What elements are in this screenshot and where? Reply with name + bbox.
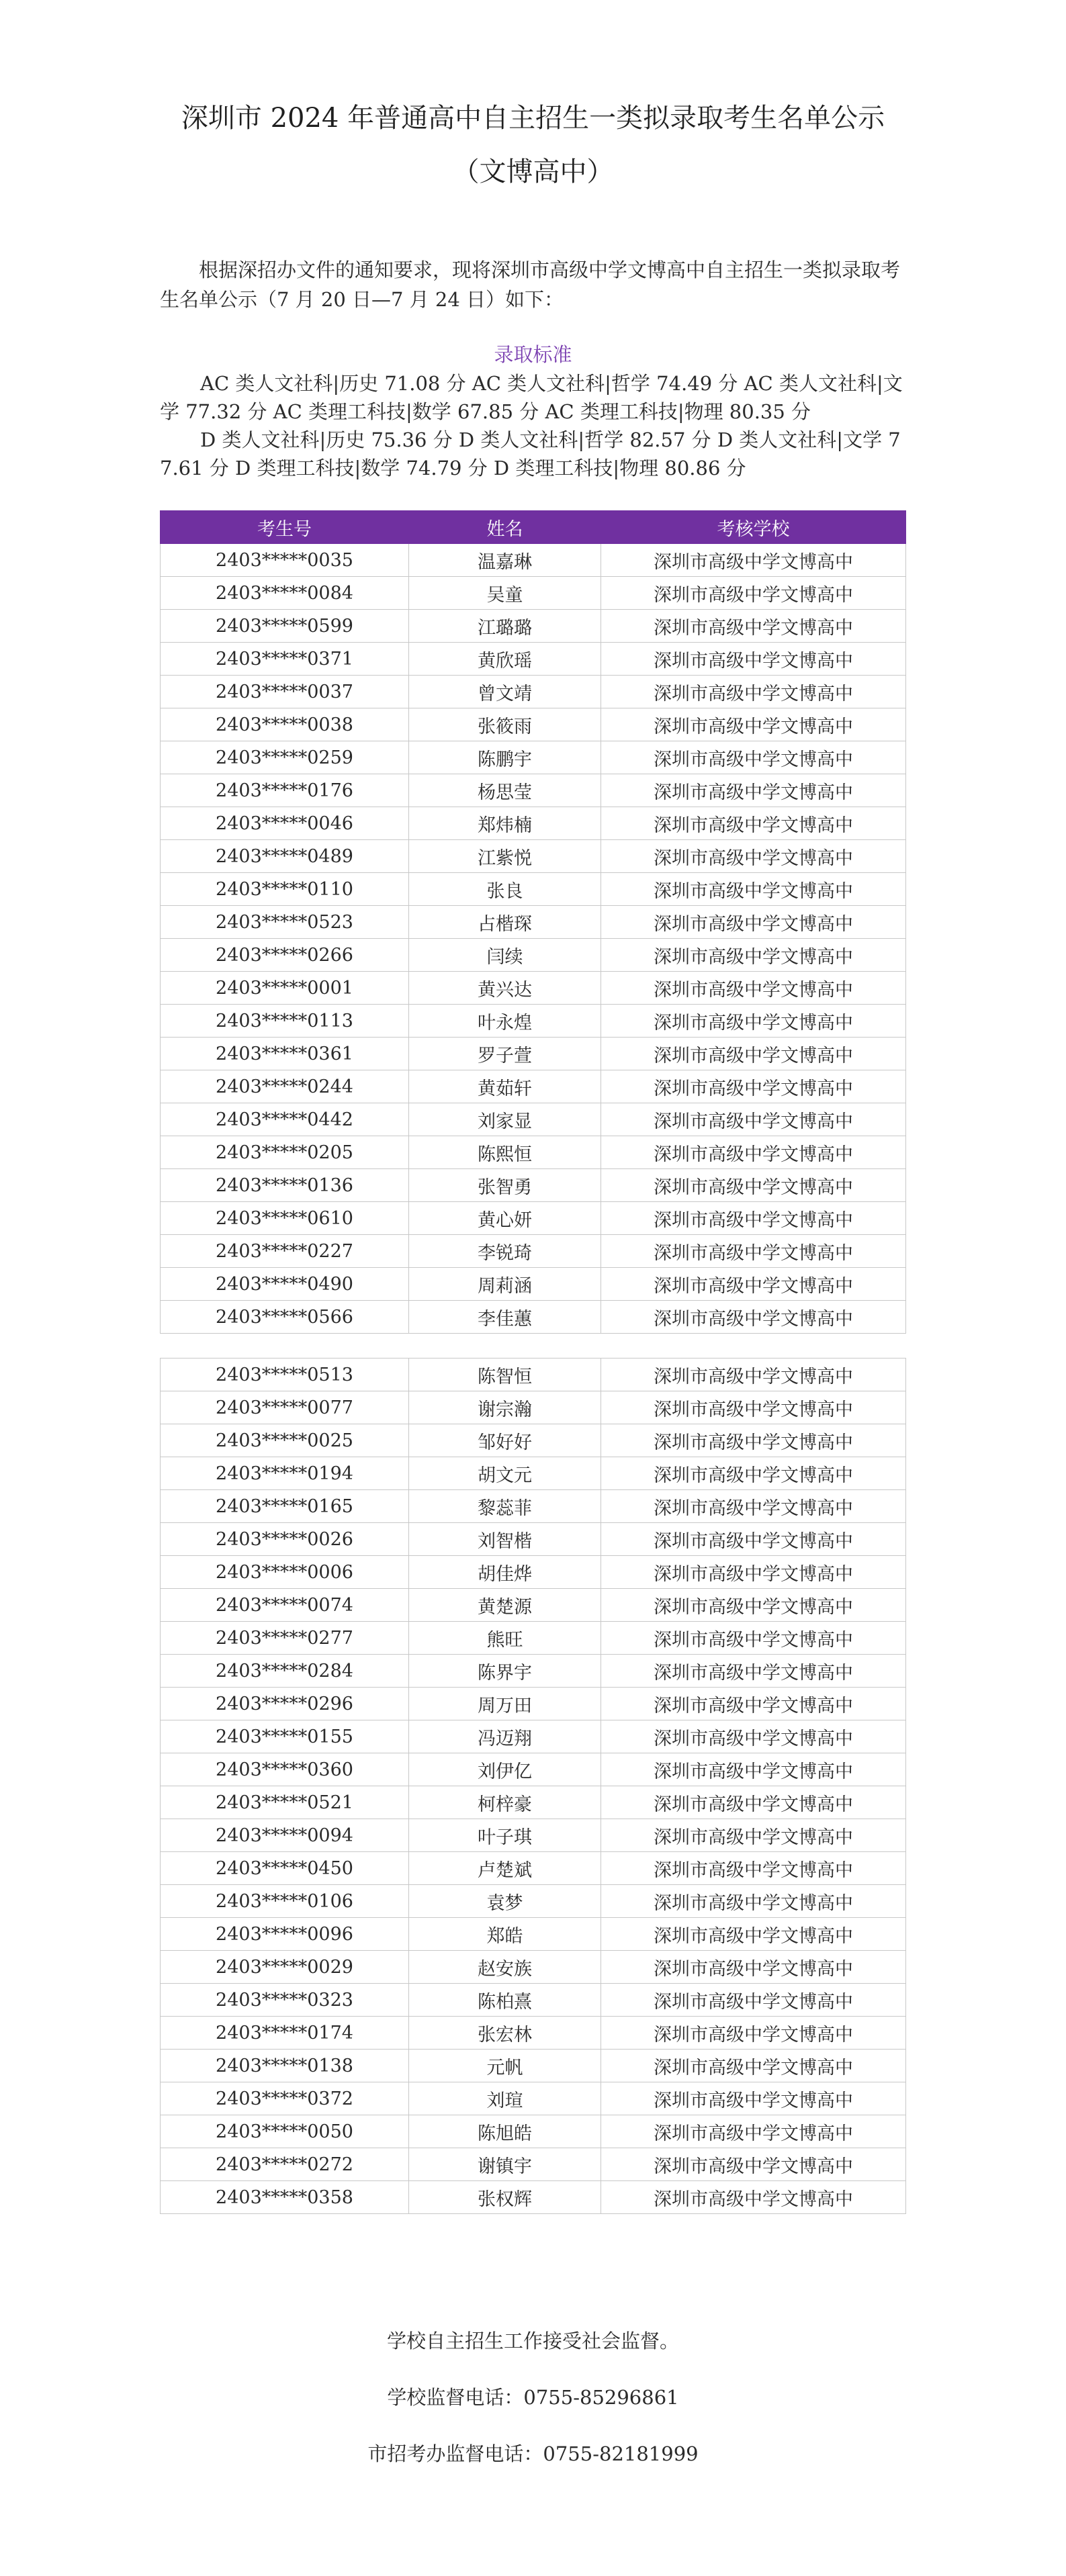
page-subtitle: （文博高中）	[452, 156, 614, 187]
student-name-cell: 张权辉	[409, 2181, 601, 2214]
admission-standards-heading: 录取标准	[494, 343, 572, 366]
student-name-cell: 张良	[409, 873, 601, 906]
school-cell: 深圳市高级中学文博高中	[601, 1951, 906, 1984]
table-row	[161, 544, 906, 577]
table-row	[161, 1819, 906, 1852]
student-name-cell: 谢宗瀚	[409, 1391, 601, 1424]
student-id-cell: 2403*****0450	[161, 1852, 409, 1885]
school-phone: 学校监督电话：0755-85296861	[387, 2386, 679, 2409]
school-cell: 深圳市高级中学文博高中	[601, 2017, 906, 2050]
student-name-cell: 叶子琪	[409, 1819, 601, 1852]
school-cell: 深圳市高级中学文博高中	[601, 1169, 906, 1202]
table-row	[161, 1359, 906, 1391]
school-cell: 深圳市高级中学文博高中	[601, 873, 906, 906]
table-row	[161, 1622, 906, 1655]
student-id-cell: 2403*****0176	[161, 774, 409, 807]
school-cell: 深圳市高级中学文博高中	[601, 2082, 906, 2115]
student-id-cell: 2403*****0006	[161, 1556, 409, 1589]
student-name-cell: 刘伊亿	[409, 1753, 601, 1786]
student-name-cell: 郑炜楠	[409, 807, 601, 840]
student-name-cell: 陈旭皓	[409, 2115, 601, 2148]
table-row	[161, 1556, 906, 1589]
student-id-cell: 2403*****0371	[161, 643, 409, 676]
student-id-cell: 2403*****0523	[161, 906, 409, 939]
student-name-cell: 吴童	[409, 577, 601, 610]
table-body-part1	[161, 544, 906, 1334]
school-cell: 深圳市高级中学文博高中	[601, 1984, 906, 2017]
header-name: 姓名	[409, 511, 601, 544]
table-header-row	[161, 511, 906, 544]
table-row	[161, 1885, 906, 1918]
student-name-cell: 赵安族	[409, 1951, 601, 1984]
table-row	[161, 1753, 906, 1786]
student-name-cell: 陈熙恒	[409, 1136, 601, 1169]
school-cell: 深圳市高级中学文博高中	[601, 1103, 906, 1136]
school-cell: 深圳市高级中学文博高中	[601, 1852, 906, 1885]
school-cell: 深圳市高级中学文博高中	[601, 1885, 906, 1918]
table-row	[161, 2017, 906, 2050]
student-name-cell: 黄楚源	[409, 1589, 601, 1622]
student-name-cell: 陈智恒	[409, 1359, 601, 1391]
student-id-cell: 2403*****0566	[161, 1301, 409, 1334]
intro-paragraph: 根据深招办文件的通知要求，现将深圳市高级中学文博高中自主招生一类拟录取考生名单公示（7 月 20 日—7 月 24 日）如下：	[160, 259, 901, 311]
student-name-cell: 郑皓	[409, 1918, 601, 1951]
school-cell: 深圳市高级中学文博高中	[601, 1918, 906, 1951]
school-cell: 深圳市高级中学文博高中	[601, 2181, 906, 2214]
table-row	[161, 2050, 906, 2082]
student-name-cell: 罗子萱	[409, 1038, 601, 1070]
table-row	[161, 1984, 906, 2017]
table-row	[161, 1005, 906, 1038]
student-id-cell: 2403*****0050	[161, 2115, 409, 2148]
student-id-cell: 2403*****0244	[161, 1070, 409, 1103]
student-name-cell: 刘智楷	[409, 1523, 601, 1556]
student-name-cell: 黄兴达	[409, 972, 601, 1005]
table-row	[161, 1688, 906, 1720]
student-id-cell: 2403*****0599	[161, 610, 409, 643]
student-id-cell: 2403*****0136	[161, 1169, 409, 1202]
student-id-cell: 2403*****0361	[161, 1038, 409, 1070]
table-row	[161, 1038, 906, 1070]
student-id-cell: 2403*****0513	[161, 1359, 409, 1391]
school-cell: 深圳市高级中学文博高中	[601, 676, 906, 708]
table-row	[161, 1235, 906, 1268]
student-name-cell: 熊旺	[409, 1622, 601, 1655]
student-name-cell: 江璐璐	[409, 610, 601, 643]
student-name-cell: 冯迈翔	[409, 1720, 601, 1753]
table-row	[161, 1391, 906, 1424]
table-row	[161, 1301, 906, 1334]
student-name-cell: 张筱雨	[409, 708, 601, 741]
student-id-cell: 2403*****0372	[161, 2082, 409, 2115]
table-row	[161, 807, 906, 840]
student-id-cell: 2403*****0094	[161, 1819, 409, 1852]
student-id-cell: 2403*****0358	[161, 2181, 409, 2214]
school-cell: 深圳市高级中学文博高中	[601, 2050, 906, 2082]
student-id-cell: 2403*****0174	[161, 2017, 409, 2050]
school-cell: 深圳市高级中学文博高中	[601, 643, 906, 676]
student-id-cell: 2403*****0138	[161, 2050, 409, 2082]
student-id-cell: 2403*****0046	[161, 807, 409, 840]
student-name-cell: 占楷琛	[409, 906, 601, 939]
school-cell: 深圳市高级中学文博高中	[601, 1301, 906, 1334]
table-row	[161, 1202, 906, 1235]
student-name-cell: 谢镇宇	[409, 2148, 601, 2181]
student-id-cell: 2403*****0272	[161, 2148, 409, 2181]
school-cell: 深圳市高级中学文博高中	[601, 1424, 906, 1457]
school-cell: 深圳市高级中学文博高中	[601, 840, 906, 873]
table-row	[161, 1169, 906, 1202]
table-row	[161, 873, 906, 906]
table-row	[161, 1136, 906, 1169]
standards-ac-paragraph: AC 类人文社科|历史 71.08 分 AC 类人文社科|哲学 74.49 分 AC 类人文社科|文学 77.32 分 AC 类理工科技|数学 67.85 分 AC 类理工科技|物理 80.35 分	[160, 372, 903, 423]
student-name-cell: 刘瑄	[409, 2082, 601, 2115]
student-name-cell: 温嘉琳	[409, 544, 601, 577]
school-cell: 深圳市高级中学文博高中	[601, 1202, 906, 1235]
school-cell: 深圳市高级中学文博高中	[601, 1070, 906, 1103]
student-id-cell: 2403*****0029	[161, 1951, 409, 1984]
school-cell: 深圳市高级中学文博高中	[601, 577, 906, 610]
student-name-cell: 李佳蕙	[409, 1301, 601, 1334]
school-cell: 深圳市高级中学文博高中	[601, 1655, 906, 1688]
school-cell: 深圳市高级中学文博高中	[601, 972, 906, 1005]
student-name-cell: 李锐琦	[409, 1235, 601, 1268]
table-body-part2	[161, 1359, 906, 2214]
student-id-cell: 2403*****0442	[161, 1103, 409, 1136]
table-row	[161, 1786, 906, 1819]
school-cell: 深圳市高级中学文博高中	[601, 1038, 906, 1070]
admission-table-part2	[160, 1358, 906, 2214]
table-row	[161, 1490, 906, 1523]
student-name-cell: 柯梓豪	[409, 1786, 601, 1819]
student-id-cell: 2403*****0113	[161, 1005, 409, 1038]
student-id-cell: 2403*****0026	[161, 1523, 409, 1556]
student-name-cell: 刘家显	[409, 1103, 601, 1136]
table-row	[161, 643, 906, 676]
student-name-cell: 黄茹轩	[409, 1070, 601, 1103]
table-row	[161, 1852, 906, 1885]
student-name-cell: 卢楚斌	[409, 1852, 601, 1885]
student-name-cell: 周莉涵	[409, 1268, 601, 1301]
table-row	[161, 2115, 906, 2148]
header-student-id: 考生号	[161, 511, 409, 544]
student-name-cell: 邹好好	[409, 1424, 601, 1457]
table-row	[161, 1268, 906, 1301]
table-row	[161, 676, 906, 708]
school-cell: 深圳市高级中学文博高中	[601, 1720, 906, 1753]
student-id-cell: 2403*****0077	[161, 1391, 409, 1424]
table-row	[161, 1918, 906, 1951]
table-row	[161, 1457, 906, 1490]
school-cell: 深圳市高级中学文博高中	[601, 1753, 906, 1786]
student-id-cell: 2403*****0074	[161, 1589, 409, 1622]
school-cell: 深圳市高级中学文博高中	[601, 1268, 906, 1301]
school-cell: 深圳市高级中学文博高中	[601, 544, 906, 577]
student-name-cell: 胡文元	[409, 1457, 601, 1490]
student-name-cell: 周万田	[409, 1688, 601, 1720]
table-row	[161, 708, 906, 741]
school-cell: 深圳市高级中学文博高中	[601, 1556, 906, 1589]
school-cell: 深圳市高级中学文博高中	[601, 1523, 906, 1556]
standards-d-paragraph: D 类人文社科|历史 75.36 分 D 类人文社科|哲学 82.57 分 D 类人文社科|文学 77.61 分 D 类理工科技|数学 74.79 分 D 类理工科技|物理 80.86 分	[160, 428, 901, 479]
table-row	[161, 1070, 906, 1103]
student-id-cell: 2403*****0490	[161, 1268, 409, 1301]
school-cell: 深圳市高级中学文博高中	[601, 1005, 906, 1038]
page-title: 深圳市 2024 年普通高中自主招生一类拟录取考生名单公示	[181, 103, 885, 134]
table-row	[161, 610, 906, 643]
student-name-cell: 黄欣瑶	[409, 643, 601, 676]
student-id-cell: 2403*****0266	[161, 939, 409, 972]
table-row	[161, 1951, 906, 1984]
school-cell: 深圳市高级中学文博高中	[601, 1359, 906, 1391]
student-name-cell: 胡佳烨	[409, 1556, 601, 1589]
student-id-cell: 2403*****0084	[161, 577, 409, 610]
school-cell: 深圳市高级中学文博高中	[601, 1136, 906, 1169]
student-id-cell: 2403*****0194	[161, 1457, 409, 1490]
table-row	[161, 1523, 906, 1556]
student-name-cell: 曾文靖	[409, 676, 601, 708]
table-row	[161, 1103, 906, 1136]
student-name-cell: 陈鹏宇	[409, 741, 601, 774]
school-cell: 深圳市高级中学文博高中	[601, 1819, 906, 1852]
table-row	[161, 1424, 906, 1457]
student-name-cell: 张智勇	[409, 1169, 601, 1202]
table-row	[161, 774, 906, 807]
school-cell: 深圳市高级中学文博高中	[601, 1688, 906, 1720]
student-name-cell: 元帆	[409, 2050, 601, 2082]
table-row	[161, 577, 906, 610]
student-name-cell: 杨思莹	[409, 774, 601, 807]
student-id-cell: 2403*****0025	[161, 1424, 409, 1457]
student-id-cell: 2403*****0205	[161, 1136, 409, 1169]
student-id-cell: 2403*****0227	[161, 1235, 409, 1268]
admission-table-part1	[160, 510, 906, 1334]
student-id-cell: 2403*****0259	[161, 741, 409, 774]
school-cell: 深圳市高级中学文博高中	[601, 741, 906, 774]
student-id-cell: 2403*****0035	[161, 544, 409, 577]
table-row	[161, 2148, 906, 2181]
student-id-cell: 2403*****0106	[161, 1885, 409, 1918]
student-name-cell: 黎蕊菲	[409, 1490, 601, 1523]
school-cell: 深圳市高级中学文博高中	[601, 2148, 906, 2181]
header-school: 考核学校	[601, 511, 906, 544]
student-name-cell: 张宏林	[409, 2017, 601, 2050]
school-cell: 深圳市高级中学文博高中	[601, 939, 906, 972]
table-row	[161, 2082, 906, 2115]
table-row	[161, 741, 906, 774]
table-row	[161, 1655, 906, 1688]
student-id-cell: 2403*****0037	[161, 676, 409, 708]
student-name-cell: 袁梦	[409, 1885, 601, 1918]
school-cell: 深圳市高级中学文博高中	[601, 708, 906, 741]
school-cell: 深圳市高级中学文博高中	[601, 2115, 906, 2148]
school-cell: 深圳市高级中学文博高中	[601, 610, 906, 643]
table-row	[161, 840, 906, 873]
student-name-cell: 江紫悦	[409, 840, 601, 873]
school-cell: 深圳市高级中学文博高中	[601, 1457, 906, 1490]
student-id-cell: 2403*****0038	[161, 708, 409, 741]
student-id-cell: 2403*****0489	[161, 840, 409, 873]
table-row	[161, 2181, 906, 2214]
student-id-cell: 2403*****0610	[161, 1202, 409, 1235]
school-cell: 深圳市高级中学文博高中	[601, 1490, 906, 1523]
school-cell: 深圳市高级中学文博高中	[601, 1622, 906, 1655]
student-id-cell: 2403*****0155	[161, 1720, 409, 1753]
student-id-cell: 2403*****0165	[161, 1490, 409, 1523]
school-cell: 深圳市高级中学文博高中	[601, 1391, 906, 1424]
student-id-cell: 2403*****0284	[161, 1655, 409, 1688]
school-cell: 深圳市高级中学文博高中	[601, 774, 906, 807]
student-id-cell: 2403*****0360	[161, 1753, 409, 1786]
table-row	[161, 939, 906, 972]
school-cell: 深圳市高级中学文博高中	[601, 1235, 906, 1268]
student-id-cell: 2403*****0277	[161, 1622, 409, 1655]
school-cell: 深圳市高级中学文博高中	[601, 807, 906, 840]
school-cell: 深圳市高级中学文博高中	[601, 1786, 906, 1819]
student-id-cell: 2403*****0001	[161, 972, 409, 1005]
table-row	[161, 906, 906, 939]
table-row	[161, 972, 906, 1005]
student-id-cell: 2403*****0323	[161, 1984, 409, 2017]
supervision-note: 学校自主招生工作接受社会监督。	[386, 2330, 679, 2352]
student-name-cell: 黄心妍	[409, 1202, 601, 1235]
school-cell: 深圳市高级中学文博高中	[601, 1589, 906, 1622]
table-row	[161, 1720, 906, 1753]
student-id-cell: 2403*****0110	[161, 873, 409, 906]
table-row	[161, 1589, 906, 1622]
student-id-cell: 2403*****0296	[161, 1688, 409, 1720]
student-id-cell: 2403*****0096	[161, 1918, 409, 1951]
student-id-cell: 2403*****0521	[161, 1786, 409, 1819]
city-office-phone: 市招考办监督电话：0755-82181999	[367, 2442, 699, 2465]
school-cell: 深圳市高级中学文博高中	[601, 906, 906, 939]
student-name-cell: 陈柏熹	[409, 1984, 601, 2017]
student-name-cell: 叶永煌	[409, 1005, 601, 1038]
student-name-cell: 陈界宇	[409, 1655, 601, 1688]
student-name-cell: 闫续	[409, 939, 601, 972]
